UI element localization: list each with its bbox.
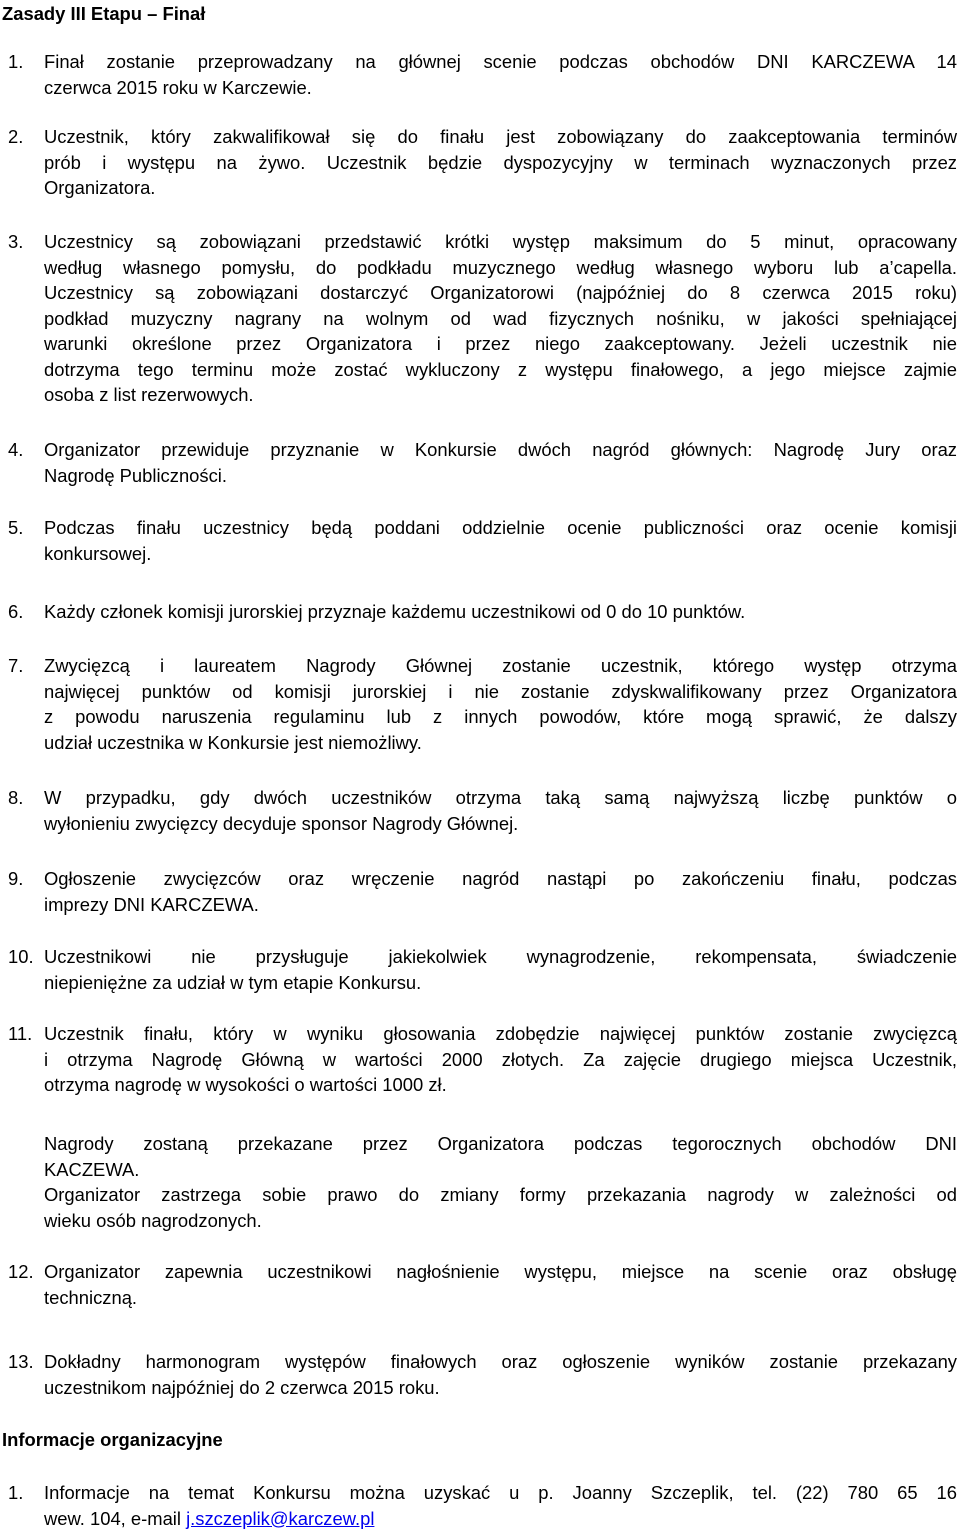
rule-item-line: wieku osób nagrodzonych. xyxy=(44,1208,957,1234)
rule-item-line: podkład muzyczny nagrany na wolnym od wad fizycznych nośniku, w jakości spełniającej xyxy=(44,306,957,332)
rule-item-line: KACZEWA. xyxy=(44,1157,957,1183)
rule-item-line: warunki określone przez Organizatora i przez niego zaakceptowany. Jeżeli uczestnik nie xyxy=(44,331,957,357)
rule-item-text xyxy=(44,1349,957,1400)
email-link[interactable]: j.szczeplik@karczew.pl xyxy=(186,1508,374,1529)
rule-item-number: 11. xyxy=(8,1021,32,1047)
rule-item-line: uczestnikom najpóźniej do 2 czerwca 2015 roku. xyxy=(44,1375,957,1401)
rule-item-line: Nagrodę Publiczności. xyxy=(44,463,957,489)
rule-item-line: czerwca 2015 roku w Karczewie. xyxy=(44,75,957,101)
rule-item-text xyxy=(44,866,957,917)
rule-item-line: osoba z list rezerwowych. xyxy=(44,382,957,408)
rule-item-line: Uczestnicy są zobowiązani dostarczyć Organizatorowi (najpóźniej do 8 czerwca 2015 roku) xyxy=(44,280,957,306)
rule-item-line: prób i występu na żywo. Uczestnik będzie dyspozycyjny w terminach wyznaczonych przez xyxy=(44,150,957,176)
rule-item-number: 5. xyxy=(8,515,23,541)
info-item-text xyxy=(44,1480,957,1531)
rule-item-number: 4. xyxy=(8,437,23,463)
rule-item-line: Nagrody zostaną przekazane przez Organizatora podczas tegorocznych obchodów DNI xyxy=(44,1131,957,1157)
rule-item-line: najwięcej punktów od komisji jurorskiej i nie zostanie zdyskwalifikowany przez Organizatora xyxy=(44,679,957,705)
rule-item-number: 6. xyxy=(8,599,23,625)
rule-item-line: techniczną. xyxy=(44,1285,957,1311)
section-title-organizational: Informacje organizacyjne xyxy=(2,1428,223,1452)
rule-item-number: 7. xyxy=(8,653,23,679)
rule-item-text xyxy=(44,1021,957,1098)
rule-item-text xyxy=(44,599,957,625)
rule-item-line: konkursowej. xyxy=(44,541,957,567)
rule-item-line: udział uczestnika w Konkursie jest niemożliwy. xyxy=(44,730,957,756)
section-title-final: Zasady III Etapu – Finał xyxy=(2,2,205,26)
rule-item-number: 3. xyxy=(8,229,23,255)
rule-item-text xyxy=(44,124,957,201)
rule-item-line: Finał zostanie przeprowadzany na głównej scenie podczas obchodów DNI KARCZEWA 14 xyxy=(44,49,957,75)
rule-item-line: W przypadku, gdy dwóch uczestników otrzyma taką samą najwyższą liczbę punktów o xyxy=(44,785,957,811)
rule-item-number: 8. xyxy=(8,785,23,811)
rule-item-line: Zwycięzcą i laureatem Nagrody Głównej zostanie uczestnik, którego występ otrzyma xyxy=(44,653,957,679)
rule-item-number: 9. xyxy=(8,866,23,892)
rule-item-line: Organizator zastrzega sobie prawo do zmiany formy przekazania nagrody w zależności od xyxy=(44,1182,957,1208)
info-line-2-prefix: wew. 104, e-mail xyxy=(44,1508,186,1529)
rule-item-line: Organizatora. xyxy=(44,175,957,201)
rule-item-number: 2. xyxy=(8,124,23,150)
rule-item-number: 10. xyxy=(8,944,34,970)
rule-item-number: 1. xyxy=(8,49,23,75)
rule-item-line: otrzyma nagrodę w wysokości o wartości 1000 zł. xyxy=(44,1072,957,1098)
rule-item-line: i otrzyma Nagrodę Główną w wartości 2000 złotych. Za zajęcie drugiego miejsca Uczestnik, xyxy=(44,1047,957,1073)
rule-item-line: Uczestnicy są zobowiązani przedstawić krótki występ maksimum do 5 minut, opracowany xyxy=(44,229,957,255)
rule-item-line: według własnego pomysłu, do podkładu muzycznego według własnego wyboru lub a’capella. xyxy=(44,255,957,281)
rule-item-text xyxy=(44,653,957,755)
rule-item-text xyxy=(44,1259,957,1310)
rule-item-number: 13. xyxy=(8,1349,34,1375)
rule-item-text xyxy=(44,515,957,566)
rule-item-line: Uczestnik finału, który w wyniku głosowania zdobędzie najwięcej punktów zostanie zwycięzcą xyxy=(44,1021,957,1047)
rule-item-line: Każdy członek komisji jurorskiej przyznaje każdemu uczestnikowi od 0 do 10 punktów. xyxy=(44,599,957,625)
rule-item-line: Organizator przewiduje przyznanie w Konkursie dwóch nagród głównych: Nagrodę Jury oraz xyxy=(44,437,957,463)
rule-item-line: Uczestnik, który zakwalifikował się do finału jest zobowiązany do zaakceptowania terminów xyxy=(44,124,957,150)
rule-item-number: 12. xyxy=(8,1259,34,1285)
rule-item-line: imprezy DNI KARCZEWA. xyxy=(44,892,957,918)
info-line-1: Informacje na temat Konkursu można uzyskać u p. Joanny Szczeplik, tel. (22) 780 65 16 xyxy=(44,1480,957,1506)
rule-item-line: z powodu naruszenia regulaminu lub z innych powodów, które mogą sprawić, że dalszy xyxy=(44,704,957,730)
rule-item-text xyxy=(44,944,957,995)
rule-item-line: wyłonieniu zwycięzcy decyduje sponsor Nagrody Głównej. xyxy=(44,811,957,837)
rule-item-line: niepieniężne za udział w tym etapie Konkursu. xyxy=(44,970,957,996)
rule-item-text xyxy=(44,1131,957,1233)
rule-item-line: dotrzyma tego terminu może zostać wykluczony z występu finałowego, a jego miejsce zajmie xyxy=(44,357,957,383)
rule-item-text xyxy=(44,785,957,836)
rule-item-line: Organizator zapewnia uczestnikowi nagłośnienie występu, miejsce na scenie oraz obsługę xyxy=(44,1259,957,1285)
info-line-2 xyxy=(44,1506,957,1531)
rule-item-line: Ogłoszenie zwycięzców oraz wręczenie nagród nastąpi po zakończeniu finału, podczas xyxy=(44,866,957,892)
rule-item-text xyxy=(44,229,957,408)
rule-item-text xyxy=(44,49,957,100)
info-item-number: 1. xyxy=(8,1480,23,1506)
rule-item-text xyxy=(44,437,957,488)
rule-item-line: Dokładny harmonogram występów finałowych oraz ogłoszenie wyników zostanie przekazany xyxy=(44,1349,957,1375)
rule-item-line: Podczas finału uczestnicy będą poddani oddzielnie ocenie publiczności oraz ocenie komisji xyxy=(44,515,957,541)
rule-item-line: Uczestnikowi nie przysługuje jakiekolwiek wynagrodzenie, rekompensata, świadczenie xyxy=(44,944,957,970)
